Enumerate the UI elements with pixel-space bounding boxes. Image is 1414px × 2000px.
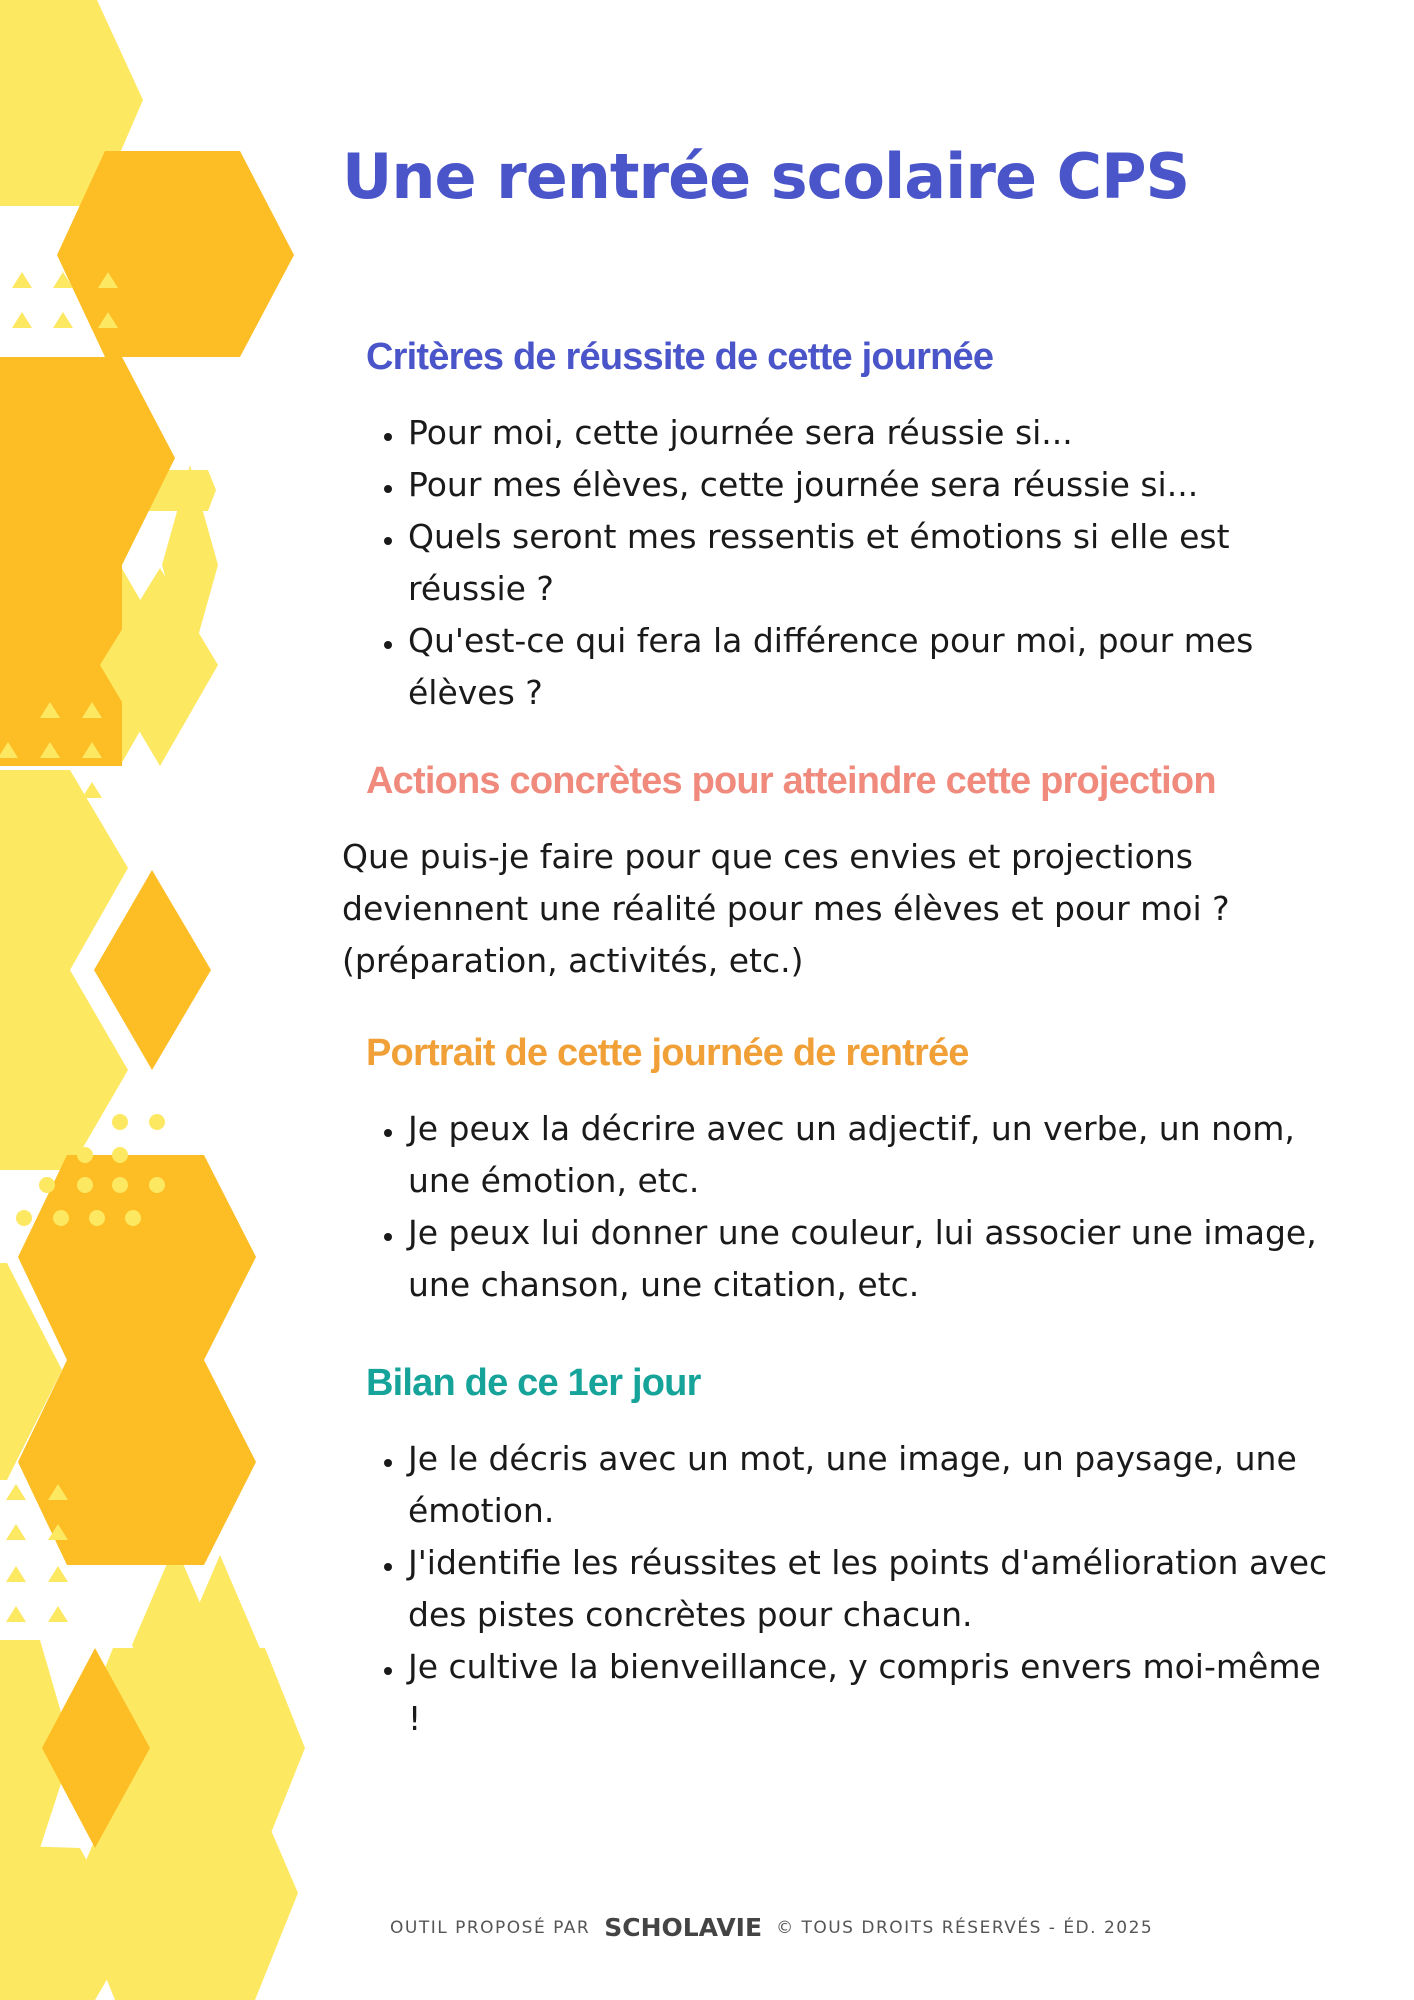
bullet-list	[342, 1103, 1342, 1311]
list-item: • Je le décris avec un mot, une image, un paysage, une émotion.	[406, 1433, 1342, 1537]
list-item: • Pour moi, cette journée sera réussie si...	[406, 407, 1342, 459]
footer-prefix: OUTIL PROPOSÉ PAR	[390, 1917, 591, 1938]
section-paragraph: Que puis-je faire pour que ces envies et projections deviennent une réalité pour mes élèves et pour moi ? (préparation, activités, etc.)	[342, 837, 1230, 980]
brand-logo: SCHOLAVIE	[604, 1913, 763, 1942]
section-heading: Portrait de cette journée de rentrée	[366, 1032, 969, 1074]
list-item: • Qu'est-ce qui fera la différence pour moi, pour mes élèves ?	[406, 615, 1342, 719]
section-success-criteria	[342, 336, 1342, 719]
bullet-list	[342, 407, 1342, 719]
section-heading: Bilan de ce 1er jour	[366, 1362, 701, 1404]
section-day-portrait	[342, 1032, 1342, 1311]
decorative-hexagon-pattern	[0, 0, 310, 2000]
footer-copyright: © TOUS DROITS RÉSERVÉS - ÉD. 2025	[776, 1917, 1154, 1938]
list-item: • Quels seront mes ressentis et émotions si elle est réussie ?	[406, 511, 1342, 615]
list-item: • J'identifie les réussites et les points d'amélioration avec des pistes concrètes pour chacun.	[406, 1537, 1342, 1641]
section-concrete-actions	[342, 760, 1342, 987]
list-item: • Je cultive la bienveillance, y compris envers moi-même !	[406, 1641, 1342, 1745]
section-heading: Actions concrètes pour atteindre cette projection	[366, 760, 1216, 802]
page-title: Une rentrée scolaire CPS	[342, 140, 1190, 213]
list-item: • Je peux la décrire avec un adjectif, un verbe, un nom, une émotion, etc.	[406, 1103, 1342, 1207]
list-item: • Pour mes élèves, cette journée sera réussie si...	[406, 459, 1342, 511]
section-heading: Critères de réussite de cette journée	[366, 336, 994, 378]
list-item: • Je peux lui donner une couleur, lui associer une image, une chanson, une citation, etc.	[406, 1207, 1342, 1311]
bullet-list	[342, 1433, 1342, 1745]
footer	[390, 1913, 1153, 1942]
section-first-day-review	[342, 1362, 1342, 1745]
